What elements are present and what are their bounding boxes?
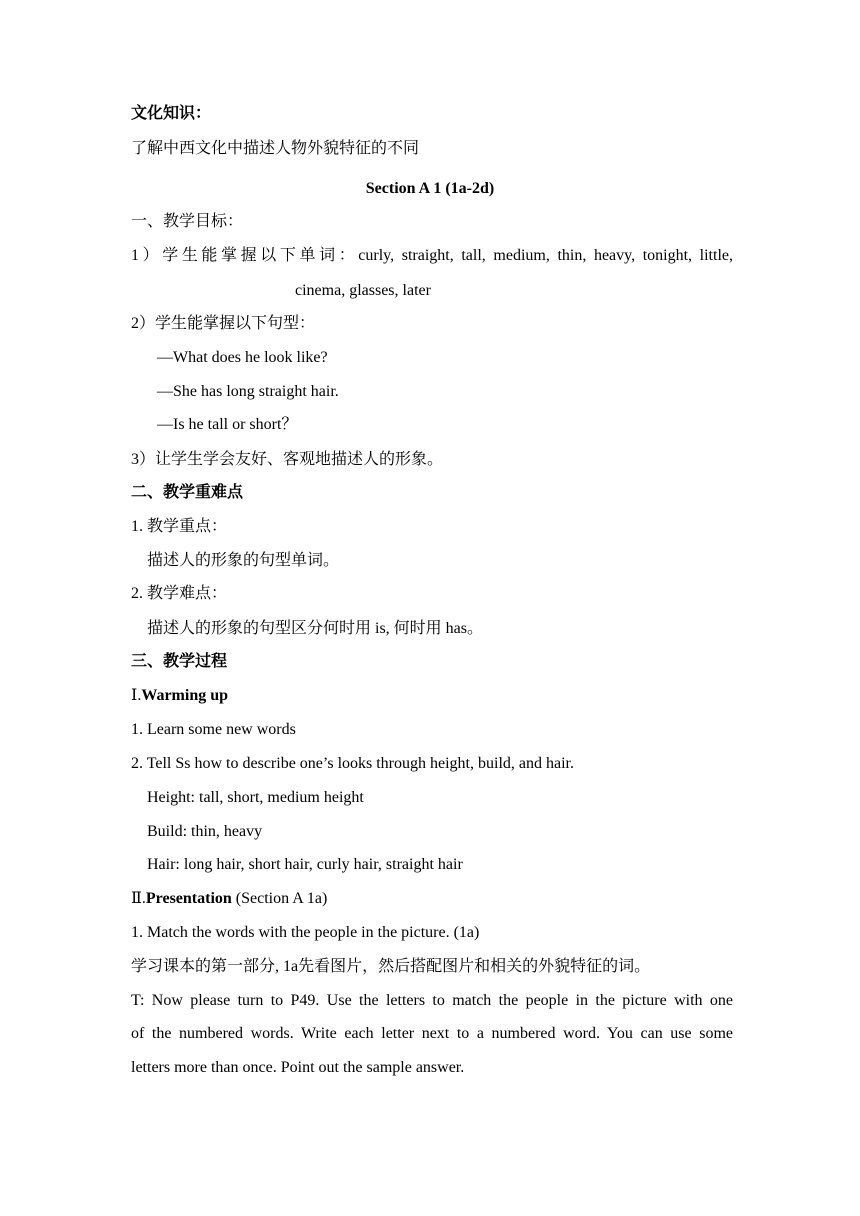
- key1-text: 描述人的形象的句型单词。: [147, 552, 340, 569]
- key2-label: 2. 教学难点：: [131, 585, 228, 602]
- study-instruction: 学习课本的第一部分, 1a先看图片，然后搭配图片和相关的外貌特征的词。: [131, 958, 651, 975]
- height-line: Height: tall, short, medium height: [147, 789, 364, 806]
- key1-label: 1. 教学重点：: [131, 518, 228, 535]
- section-title: Section A 1 (1a-2d): [365, 180, 495, 197]
- goal2: 2）学生能掌握以下句型：: [131, 315, 316, 332]
- process-heading: 三、教学过程: [131, 653, 228, 670]
- build-line: Build: thin, heavy: [147, 823, 263, 840]
- pattern-1: —What does he look like?: [157, 349, 328, 366]
- pattern-3: —Is he tall or short？: [157, 416, 298, 433]
- key-heading: 二、教学重难点: [131, 484, 244, 501]
- teacher-line-3: letters more than once. Point out the sample answer.: [131, 1059, 465, 1076]
- goal1-line1: 1）学生能掌握以下单词：curly, straight, tall, medium, thin, heavy, tonight, little,: [131, 247, 733, 264]
- culture-text: 了解中西文化中描述人物外貌特征的不同: [131, 140, 420, 157]
- teacher-line-1: T: Now please turn to P49. Use the letters to match the people in the picture with one: [131, 992, 733, 1009]
- warmup-heading: [131, 686, 228, 706]
- goal1-line2: cinema, glasses, later: [295, 282, 431, 299]
- goal3: 3）让学生学会友好、客观地描述人的形象。: [131, 451, 444, 468]
- warmup-numeral: Ⅰ.: [131, 687, 142, 704]
- culture-heading: 文化知识：: [131, 105, 212, 122]
- hair-line: Hair: long hair, short hair, curly hair, straight hair: [147, 856, 463, 873]
- key2-text: 描述人的形象的句型区分何时用 is, 何时用 has。: [147, 620, 484, 637]
- goals-heading: 一、教学目标：: [131, 213, 244, 230]
- match-instruction: 1. Match the words with the people in the picture. (1a): [131, 924, 480, 941]
- presentation-title: Presentation: [145, 890, 232, 907]
- warmup-title: Warming up: [141, 687, 229, 704]
- pattern-2: —She has long straight hair.: [157, 383, 339, 400]
- warmup-item-2: 2. Tell Ss how to describe one’s looks through height, build, and hair.: [131, 755, 574, 772]
- warmup-item-1: 1. Learn some new words: [131, 721, 296, 738]
- presentation-heading: [131, 889, 327, 909]
- teacher-line-2: of the numbered words. Write each letter next to a numbered word. You can use some: [131, 1025, 733, 1042]
- presentation-subtitle: (Section A 1a): [231, 890, 328, 907]
- presentation-numeral: Ⅱ.: [131, 890, 146, 907]
